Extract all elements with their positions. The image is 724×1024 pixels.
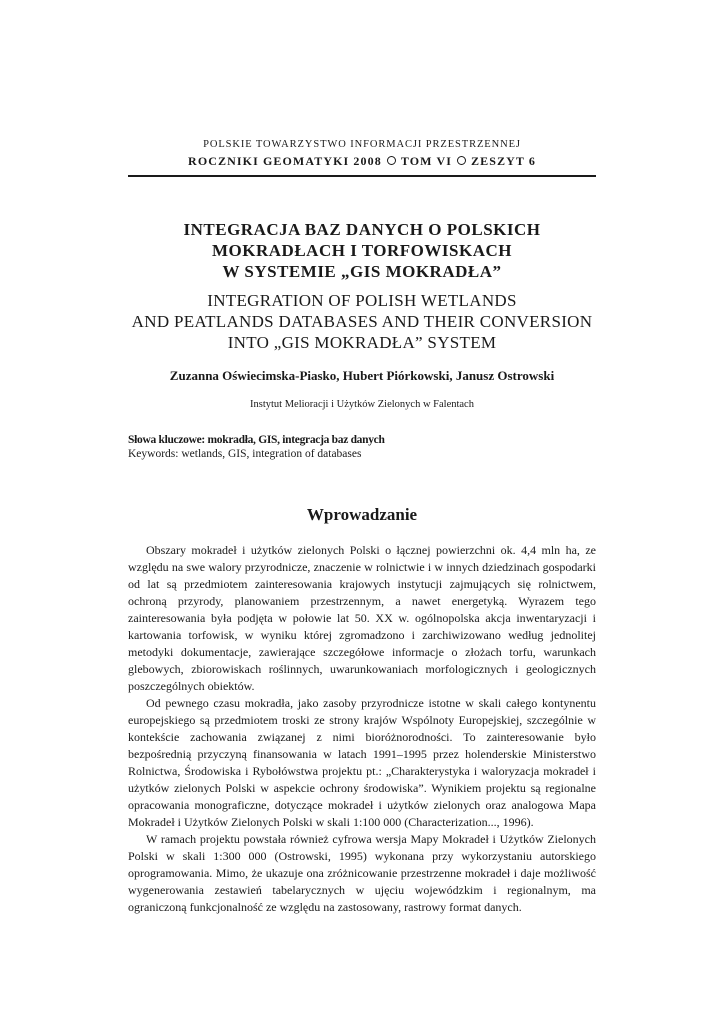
- circle-separator-icon: [457, 156, 466, 165]
- section-heading: Wprowadzanie: [306, 505, 418, 524]
- authors: Zuzanna Oświecimska-Piasko, Hubert Piórkowski, Janusz Ostrowski: [169, 368, 555, 383]
- society-name: POLSKIE TOWARZYSTWO INFORMACJI PRZESTRZENNEJ: [203, 139, 521, 150]
- journal-volume: TOM VI: [400, 154, 452, 168]
- title-english-line: INTO „GIS MOKRADŁA” SYSTEM: [227, 333, 497, 352]
- paper-page: [128, 0, 596, 1024]
- title-english: [128, 290, 596, 353]
- circle-separator-icon: [387, 156, 396, 165]
- affiliation: Instytut Melioracji i Użytków Zielonych w Falentach: [250, 399, 474, 410]
- header-rule: [128, 175, 596, 177]
- title-english-line: AND PEATLANDS DATABASES AND THEIR CONVERSION: [131, 312, 593, 331]
- journal-line: [128, 154, 596, 169]
- title-polish-line: INTEGRACJA BAZ DANYCH O POLSKICH: [183, 220, 541, 239]
- keywords-polish: Słowa kluczowe: mokradła, GIS, integracja baz danych: [128, 434, 385, 446]
- title-polish-line: W SYSTEMIE „GIS MOKRADŁA”: [222, 262, 502, 281]
- title-english-line: INTEGRATION OF POLISH WETLANDS: [207, 291, 517, 310]
- title-polish: [128, 219, 596, 282]
- paragraph: W ramach projektu powstała również cyfrowa wersja Mapy Mokradeł i Użytków Zielonych Polski w skali 1:300 000 (Ostrowski, 1995) wykonana przy wykorzystaniu autorskiego oprogramowania. Mimo, że ukazuje ona zróżnicowanie przestrzenne mokradeł i daje możliwość wygenerowania zestawień tabelarycznych w ujęciu wojewódzkim i regionalnym, ma ograniczoną funkcjonalność ze względu na zastosowany, rastrowy format danych.: [128, 832, 596, 914]
- body-text: [128, 542, 596, 916]
- paragraph: Obszary mokradeł i użytków zielonych Polski o łącznej powierzchni ok. 4,4 mln ha, ze względu na swe walory przyrodnicze, znaczenie w rolnictwie i w innych dziedzinach gospodarki od lat są przedmiotem zainteresowania krajowych instytucji zajmujących się rolnictwem, ochroną przyrody, planowaniem przestrzennym, a nawet energetyką. Wyrazem tego zainteresowania była podjęta w połowie lat 50. XX w. ogólnopolska akcja inwentaryzacji i kartowania torfowisk, w wyniku której zgromadzono i zarchiwizowano według jednolitej metodyki dokumentacje, zawierające szczegółowe informacje o złożach torfu, warunkach glebowych, zbiorowiskach roślinnych, uwarunkowaniach morfologicznych i geologicznych poszczególnych obiektów.: [128, 543, 596, 693]
- paragraph: Od pewnego czasu mokradła, jako zasoby przyrodnicze istotne w skali całego kontynentu europejskiego są przedmiotem troski ze strony krajów Wspólnoty Europejskiej, szczególnie w kontekście zachowania związanej z nimi bioróżnorodności. To zainteresowanie było bezpośrednią przyczyną finansowania w latach 1991–1995 przez holenderskie Ministerstwo Rolnictwa, Środowiska i Rybołówstwa projektu pt.: „Charakterystyka i waloryzacja mokradeł i użytków zielonych Polski w aspekcie ochrony środowiska”. Wynikiem projektu są regionalne opracowania monograficzne, dotyczące mokradeł i użytków zielonych oraz analogowa Mapa Mokradeł i Użytków Zielonych Polski w skali 1:100 000 (Characterization..., 1996).: [128, 696, 596, 829]
- journal-issue: ZESZYT 6: [470, 154, 536, 168]
- keywords-english: Keywords: wetlands, GIS, integration of databases: [128, 448, 362, 460]
- title-polish-line: MOKRADŁACH I TORFOWISKACH: [212, 241, 512, 260]
- journal-name: ROCZNIKI GEOMATYKI 2008: [188, 154, 382, 168]
